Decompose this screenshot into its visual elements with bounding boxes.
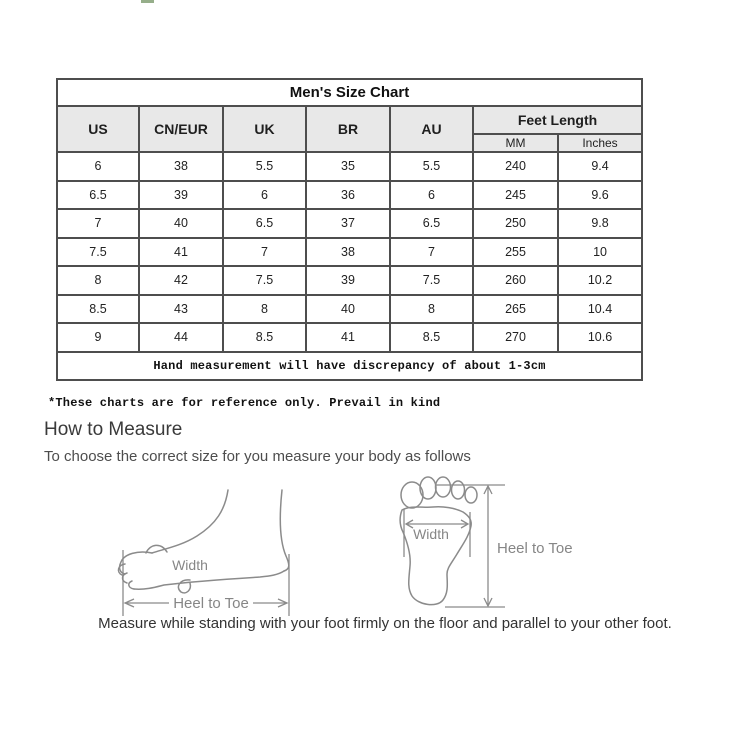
side-width-label: Width: [172, 557, 208, 573]
size-cell: 10: [558, 238, 642, 267]
size-cell: 8: [57, 266, 139, 295]
size-row: [57, 323, 642, 352]
size-cell: 37: [306, 209, 390, 238]
foot-side-view-diagram: [108, 468, 308, 628]
size-cell: 6.5: [223, 209, 306, 238]
size-cell: 7.5: [57, 238, 139, 267]
foot-sole-view-diagram: [385, 462, 600, 617]
size-cell: 8: [223, 295, 306, 324]
col-header-mm: MM: [473, 134, 558, 152]
size-cell: 9.4: [558, 152, 642, 181]
size-cell: 8.5: [57, 295, 139, 324]
size-cell: 260: [473, 266, 558, 295]
size-row: [57, 295, 642, 324]
size-cell: 6.5: [57, 181, 139, 210]
col-header-cneur: CN/EUR: [139, 106, 223, 152]
footnote-row: [57, 352, 642, 380]
size-cell: 38: [306, 238, 390, 267]
size-cell: 5.5: [223, 152, 306, 181]
how-to-measure-subheading: To choose the correct size for you measure your body as follows: [44, 448, 471, 465]
size-cell: 265: [473, 295, 558, 324]
size-cell: 35: [306, 152, 390, 181]
size-row: [57, 266, 642, 295]
size-cell: 7.5: [390, 266, 473, 295]
col-header-us: US: [57, 106, 139, 152]
size-cell: 41: [306, 323, 390, 352]
size-chart-table: [56, 78, 643, 381]
size-cell: 5.5: [390, 152, 473, 181]
size-cell: 44: [139, 323, 223, 352]
title-row: [57, 79, 642, 106]
size-cell: 6: [57, 152, 139, 181]
col-header-br: BR: [306, 106, 390, 152]
size-cell: 6: [390, 181, 473, 210]
size-cell: 36: [306, 181, 390, 210]
col-header-au: AU: [390, 106, 473, 152]
size-cell: 7: [57, 209, 139, 238]
col-header-inches: Inches: [558, 134, 642, 152]
size-cell: 9: [57, 323, 139, 352]
size-table-head: [57, 79, 642, 152]
column-header-row: [57, 106, 642, 134]
size-cell: 7.5: [223, 266, 306, 295]
col-header-uk: UK: [223, 106, 306, 152]
size-cell: 255: [473, 238, 558, 267]
size-cell: 270: [473, 323, 558, 352]
cropped-text-artifact: [141, 0, 154, 3]
size-cell: 8.5: [390, 323, 473, 352]
foot-side-outline-icon: [118, 490, 288, 593]
size-chart-footnote: Hand measurement will have discrepancy of about 1-3cm: [57, 352, 642, 380]
size-cell: 9.6: [558, 181, 642, 210]
size-row: [57, 209, 642, 238]
size-cell: 10.2: [558, 266, 642, 295]
size-cell: 245: [473, 181, 558, 210]
size-cell: 250: [473, 209, 558, 238]
size-cell: 42: [139, 266, 223, 295]
size-cell: 39: [306, 266, 390, 295]
size-cell: 40: [139, 209, 223, 238]
how-to-measure-heading: How to Measure: [44, 419, 183, 440]
measure-caption: Measure while standing with your foot firmly on the floor and parallel to your other foot.: [98, 615, 672, 632]
size-cell: 8: [390, 295, 473, 324]
size-row: [57, 181, 642, 210]
sole-heel-to-toe-label: Heel to Toe: [497, 540, 573, 557]
size-cell: 39: [139, 181, 223, 210]
size-cell: 9.8: [558, 209, 642, 238]
size-cell: 10.4: [558, 295, 642, 324]
size-cell: 7: [390, 238, 473, 267]
size-row: [57, 152, 642, 181]
size-cell: 10.6: [558, 323, 642, 352]
size-cell: 7: [223, 238, 306, 267]
size-cell: 40: [306, 295, 390, 324]
size-table-body: [57, 152, 642, 352]
size-cell: 8.5: [223, 323, 306, 352]
size-table-foot: [57, 352, 642, 380]
col-header-feet-length: Feet Length: [473, 106, 642, 134]
size-cell: 41: [139, 238, 223, 267]
size-cell: 6.5: [390, 209, 473, 238]
sole-width-label: Width: [413, 526, 449, 542]
size-row: [57, 238, 642, 267]
side-heel-to-toe-label: Heel to Toe: [173, 595, 249, 612]
size-cell: 240: [473, 152, 558, 181]
size-cell: 38: [139, 152, 223, 181]
size-cell: 6: [223, 181, 306, 210]
size-cell: 43: [139, 295, 223, 324]
reference-note: *These charts are for reference only. Prevail in kind: [48, 396, 441, 410]
size-chart-title: Men's Size Chart: [57, 79, 642, 106]
